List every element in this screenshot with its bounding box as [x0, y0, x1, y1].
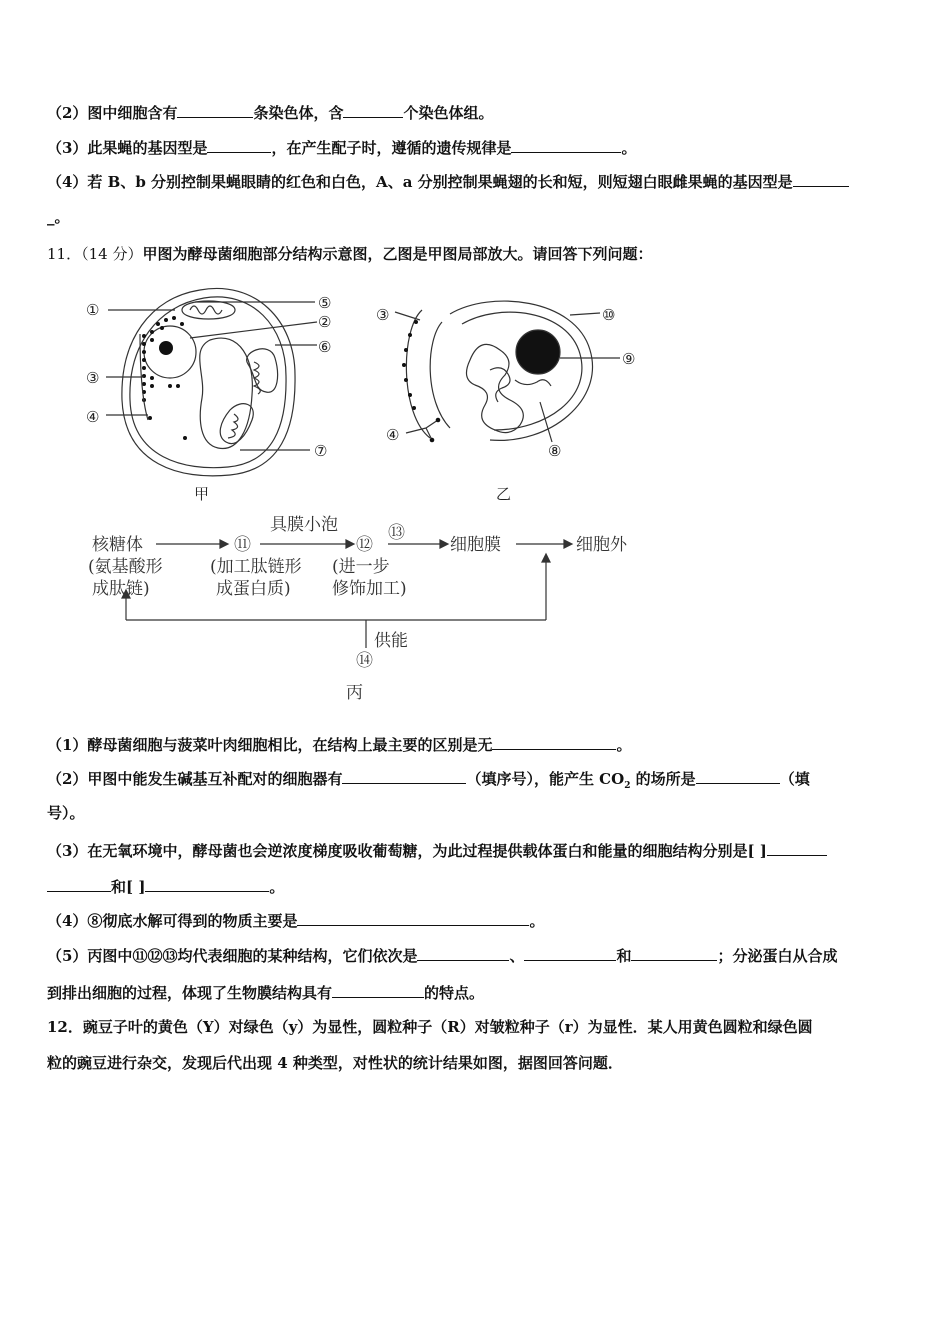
answer-blank[interactable]	[145, 877, 269, 892]
label-7: ⑦	[314, 442, 328, 460]
q11-sub1	[47, 734, 631, 755]
answer-blank[interactable]	[767, 841, 827, 856]
label-5: ⑤	[318, 294, 332, 312]
answer-blank[interactable]	[492, 735, 616, 750]
question-score: （14 分）	[81, 245, 143, 263]
answer-blank[interactable]	[417, 946, 509, 961]
answer-blank[interactable]	[297, 911, 529, 926]
text: （3）此果蝇的基因型是	[47, 139, 208, 157]
label-1: ①	[86, 301, 100, 319]
caption-bing: 丙	[346, 683, 363, 703]
answer-blank[interactable]	[332, 983, 424, 998]
q11-sub5-end	[47, 982, 484, 1003]
label-3: ③	[86, 369, 100, 387]
answer-blank[interactable]	[696, 769, 780, 784]
q11-sub3-end	[47, 876, 284, 897]
q10-part3	[47, 137, 636, 158]
node-11-desc: (加工肽链形	[210, 557, 302, 577]
text: （3）在无氧环境中，酵母菌也会逆浓度梯度吸收葡萄糖，为此过程提供载体蛋白和能量的细胞结构分别是[ ]	[47, 842, 767, 860]
answer-blank[interactable]	[343, 103, 403, 118]
node-ribosome-desc: (氨基酸形	[88, 557, 163, 577]
answer-blank[interactable]	[524, 946, 616, 961]
q11-stem	[47, 243, 652, 264]
q10-part4-end	[47, 206, 70, 227]
text: 号）。	[47, 804, 85, 822]
label-4: ④	[386, 426, 400, 444]
answer-blank[interactable]	[177, 103, 253, 118]
text: ，在产生配子时，遵循的遗传规律是	[271, 139, 512, 157]
figure-yi-labels	[376, 306, 635, 503]
q11-sub4	[47, 910, 544, 931]
question-text: 粒的豌豆进行杂交，发现后代出现 4 种类型，对性状的统计结果如图，据图回答问题．	[47, 1054, 623, 1072]
node-11-desc: 成蛋白质)	[216, 579, 291, 599]
caption-yi: 乙	[496, 485, 512, 503]
q10-part4	[47, 171, 849, 192]
answer-blank[interactable]	[342, 769, 466, 784]
text: （填序号），能产生 CO	[466, 770, 625, 788]
q10-part2	[47, 102, 493, 123]
text: 的场所是	[630, 770, 696, 788]
text: （4）⑧彻底水解可得到的物质主要是	[47, 912, 298, 930]
q11-sub2	[47, 768, 810, 791]
text: ；分泌蛋白从合成	[717, 947, 838, 965]
node-11: ⑪	[234, 535, 251, 555]
text: _。	[47, 208, 70, 226]
text: （1）酵母菌细胞与菠菜叶肉细胞相比，在结构上最主要的区别是无	[47, 736, 493, 754]
label-10: ⑩	[602, 306, 616, 324]
question-text: 12．豌豆子叶的黄色（Y）对绿色（y）为显性，圆粒种子（R）对皱粒种子（r）为显性．某人用黄色圆粒和绿色圆	[47, 1018, 813, 1036]
question-number: 11．	[47, 245, 82, 263]
node-14: ⑭	[356, 651, 373, 671]
caption-jia: 甲	[194, 485, 210, 503]
figure-jia	[106, 288, 317, 475]
figure-yi	[395, 301, 620, 442]
node-ribosome: 核糖体	[92, 535, 143, 555]
text: （2）甲图中能发生碱基互补配对的细胞器有	[47, 770, 343, 788]
question-text: 甲图为酵母菌细胞部分结构示意图，乙图是甲图局部放大。请回答下列问题：	[142, 245, 653, 263]
node-outside: 细胞外	[576, 535, 627, 555]
text: 条染色体，含	[253, 104, 344, 122]
text: 到排出细胞的过程，体现了生物膜结构具有	[47, 984, 333, 1002]
text: 个染色体组。	[403, 104, 494, 122]
text: 、	[509, 947, 525, 965]
q12-line1	[47, 1016, 813, 1037]
text: 。	[621, 139, 637, 157]
text: 。	[269, 878, 285, 896]
q12-line2	[47, 1052, 623, 1073]
node-12-desc: 修饰加工)	[332, 579, 407, 599]
node-13: ⑬	[388, 523, 405, 543]
text: 。	[529, 912, 545, 930]
label-2: ②	[318, 313, 332, 331]
label-3: ③	[376, 306, 390, 324]
text: （4）若 B、b 分别控制果蝇眼睛的红色和白色，A、a 分别控制果蝇翅的长和短，则短翅白眼雌果蝇的基因型是	[47, 173, 793, 191]
answer-blank[interactable]	[47, 877, 111, 892]
cell-figure	[70, 280, 670, 710]
answer-blank[interactable]	[207, 138, 271, 153]
label-4: ④	[86, 408, 100, 426]
vesicle-label: 具膜小泡	[270, 515, 338, 535]
answer-blank[interactable]	[793, 172, 849, 187]
answer-blank[interactable]	[631, 946, 717, 961]
node-12: ⑫	[356, 535, 373, 555]
text: （2）图中细胞含有	[47, 104, 178, 122]
label-6: ⑥	[318, 338, 332, 356]
q11-sub3	[47, 840, 827, 861]
answer-blank[interactable]	[511, 138, 621, 153]
q11-sub5	[47, 945, 838, 966]
node-12-desc: (进一步	[332, 557, 390, 577]
text: 。	[616, 736, 632, 754]
label-9: ⑨	[622, 350, 636, 368]
text: 的特点。	[424, 984, 485, 1002]
label-8: ⑧	[548, 442, 562, 460]
energy-label: 供能	[374, 631, 408, 651]
text: 和[ ]	[111, 878, 146, 896]
subscript: 2	[624, 781, 631, 791]
text: （5）丙图中⑪⑫⑬均代表细胞的某种结构，它们依次是	[47, 947, 418, 965]
text: （填	[779, 770, 810, 788]
q11-sub2-end	[47, 802, 85, 823]
node-membrane: 细胞膜	[450, 535, 501, 555]
text: 和	[616, 947, 632, 965]
node-ribosome-desc: 成肽链)	[92, 579, 150, 599]
figure-bing-labels	[88, 515, 628, 703]
